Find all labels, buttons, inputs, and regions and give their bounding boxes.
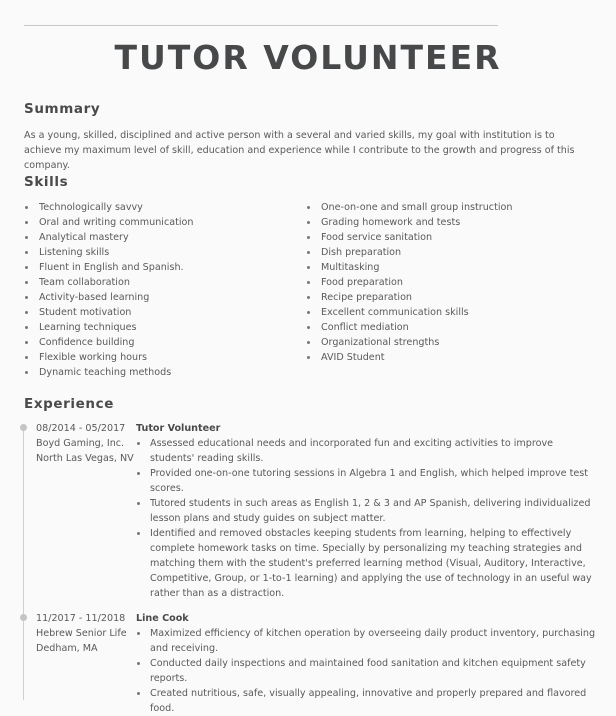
job-company: Hebrew Senior Life bbox=[36, 628, 127, 639]
bullet-icon bbox=[25, 371, 28, 374]
experience-heading: Experience bbox=[24, 396, 114, 412]
bullet-icon bbox=[307, 281, 310, 284]
job-bullet: Maximized efficiency of kitchen operation by overseeing daily product inventory, purchasing and receiving. bbox=[136, 626, 598, 656]
skill-item: Dynamic teaching methods bbox=[24, 365, 193, 380]
header-divider bbox=[24, 25, 498, 26]
skill-item: Analytical mastery bbox=[24, 230, 193, 245]
skill-item: Listening skills bbox=[24, 245, 193, 260]
bullet-icon bbox=[307, 311, 310, 314]
bullet-icon bbox=[307, 221, 310, 224]
skill-item: Food preparation bbox=[306, 275, 512, 290]
summary-text: As a young, skilled, disciplined and active person with a several and varied skills, my goal with institution is to achieve my maximum level of skill, education and experience while I contribute to the growth and progress of this company. bbox=[24, 130, 575, 171]
job-bullet: Conducted daily inspections and maintained food sanitation and kitchen equipment safety reports. bbox=[136, 656, 598, 686]
skill-item: Flexible working hours bbox=[24, 350, 193, 365]
bullet-icon bbox=[307, 206, 310, 209]
job-dates: 11/2017 - 11/2018 bbox=[36, 613, 126, 624]
bullet-icon bbox=[25, 326, 28, 329]
job-body bbox=[136, 421, 598, 601]
skill-item: Learning techniques bbox=[24, 320, 193, 335]
bullet-icon bbox=[25, 296, 28, 299]
timeline-line bbox=[23, 428, 24, 700]
bullet-icon bbox=[137, 532, 140, 535]
job-bullets bbox=[136, 626, 598, 716]
job-location: North Las Vegas, NV bbox=[36, 453, 134, 464]
job-bullet: Tutored students in such areas as English 1, 2 & 3 and AP Spanish, delivering individualized lesson plans and study guides on subject matter. bbox=[136, 496, 598, 526]
bullet-icon bbox=[137, 692, 140, 695]
skills-heading: Skills bbox=[24, 174, 69, 190]
resume-title: TUTOR VOLUNTEER bbox=[114, 38, 502, 77]
bullet-icon bbox=[307, 356, 310, 359]
job-bullet: Identified and removed obstacles keeping students from learning, helping to effectively complete homework tasks on time. Specially by personalizing my teaching strategies and matching them with the student's preferred learning method (Visual, Auditory, Interactive, Competitive, Group, or 1-to-1 learning) and applying the use of technology in an useful way rather than as a distraction. bbox=[136, 526, 598, 601]
bullet-icon bbox=[25, 251, 28, 254]
skill-item: AVID Student bbox=[306, 350, 512, 365]
bullet-icon bbox=[25, 341, 28, 344]
bullet-icon bbox=[25, 266, 28, 269]
bullet-icon bbox=[137, 662, 140, 665]
skill-item: Dish preparation bbox=[306, 245, 512, 260]
skill-item: Excellent communication skills bbox=[306, 305, 512, 320]
bullet-icon bbox=[25, 236, 28, 239]
bullet-icon bbox=[137, 472, 140, 475]
skill-item: Recipe preparation bbox=[306, 290, 512, 305]
bullet-icon bbox=[25, 206, 28, 209]
job-meta bbox=[36, 421, 134, 466]
skill-item: Fluent in English and Spanish. bbox=[24, 260, 193, 275]
bullet-icon bbox=[307, 296, 310, 299]
summary-heading: Summary bbox=[24, 101, 101, 117]
bullet-icon bbox=[25, 311, 28, 314]
skill-item: Student motivation bbox=[24, 305, 193, 320]
job-bullet: Provided one-on-one tutoring sessions in Algebra 1 and English, which helped improve test scores. bbox=[136, 466, 598, 496]
job-meta bbox=[36, 611, 127, 656]
bullet-icon bbox=[307, 236, 310, 239]
bullet-icon bbox=[137, 442, 140, 445]
skill-item: Oral and writing communication bbox=[24, 215, 193, 230]
bullet-icon bbox=[307, 251, 310, 254]
timeline-dot-icon bbox=[20, 424, 27, 431]
bullet-icon bbox=[137, 502, 140, 505]
job-body bbox=[136, 611, 598, 716]
skill-item: Team collaboration bbox=[24, 275, 193, 290]
skill-item: Conflict mediation bbox=[306, 320, 512, 335]
bullet-icon bbox=[307, 326, 310, 329]
skill-item: Multitasking bbox=[306, 260, 512, 275]
skill-item: One-on-one and small group instruction bbox=[306, 200, 512, 215]
bullet-icon bbox=[137, 632, 140, 635]
job-bullets bbox=[136, 436, 598, 601]
job-location: Dedham, MA bbox=[36, 643, 98, 654]
skill-item: Activity-based learning bbox=[24, 290, 193, 305]
skill-item: Confidence building bbox=[24, 335, 193, 350]
bullet-icon bbox=[25, 281, 28, 284]
skill-item: Technologically savvy bbox=[24, 200, 193, 215]
job-company: Boyd Gaming, Inc. bbox=[36, 438, 125, 449]
job-title: Tutor Volunteer bbox=[136, 423, 221, 434]
skills-list-left bbox=[24, 200, 193, 380]
timeline-dot-icon bbox=[20, 614, 27, 621]
skill-item: Grading homework and tests bbox=[306, 215, 512, 230]
bullet-icon bbox=[25, 221, 28, 224]
skill-item: Food service sanitation bbox=[306, 230, 512, 245]
job-bullet: Assessed educational needs and incorporated fun and exciting activities to improve students' reading skills. bbox=[136, 436, 598, 466]
job-dates: 08/2014 - 05/2017 bbox=[36, 423, 126, 434]
skills-list-right bbox=[306, 200, 512, 365]
bullet-icon bbox=[307, 266, 310, 269]
bullet-icon bbox=[25, 356, 28, 359]
bullet-icon bbox=[307, 341, 310, 344]
job-title: Line Cook bbox=[136, 613, 189, 624]
skill-item: Organizational strengths bbox=[306, 335, 512, 350]
job-bullet: Created nutritious, safe, visually appealing, innovative and properly prepared and flavored food. bbox=[136, 686, 598, 716]
